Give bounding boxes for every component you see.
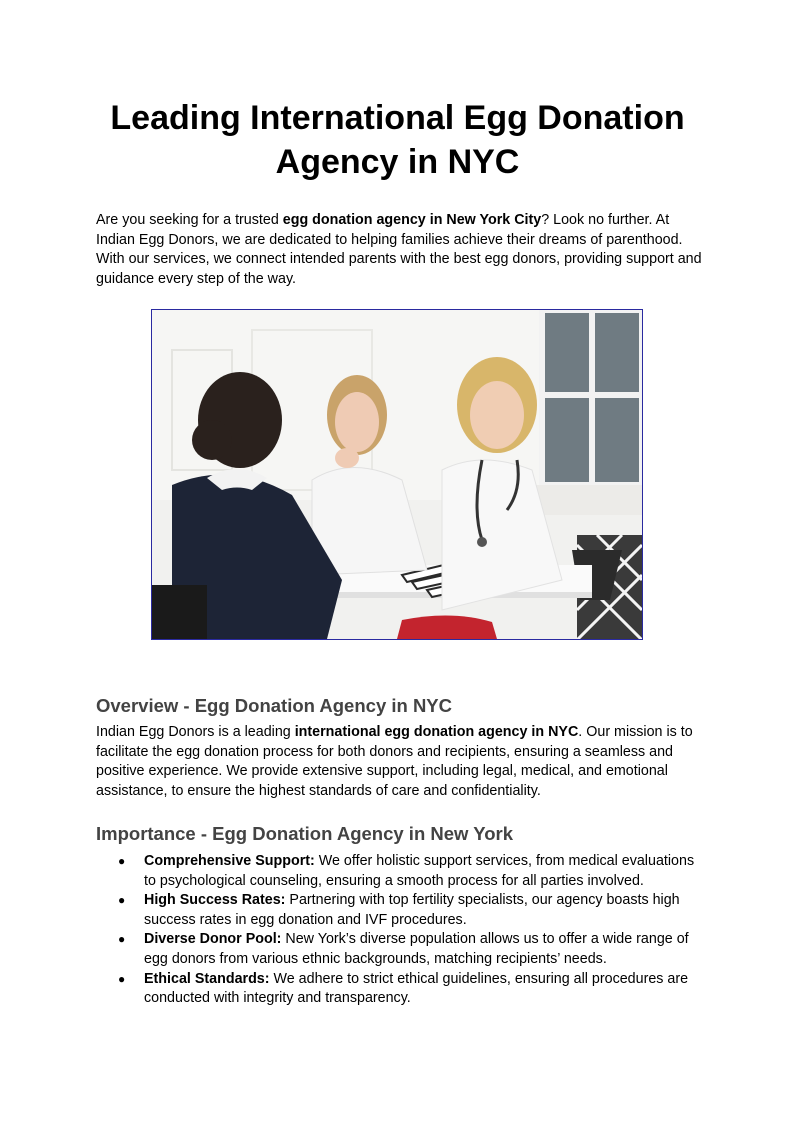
list-item-text: We adhere to strict ethical guidelines, ensuring all procedures are conducted with integrity and transparency. — [144, 970, 689, 1007]
importance-heading: Importance - Egg Donation Agency in New York — [96, 823, 513, 844]
intro-text-2: ? Look no further. At Indian Egg Donors, we are dedicated to helping families achieve their dreams of parenthood. With our services, we connect intended parents with the best egg donors, providing support and guidance every step of the way. — [96, 212, 702, 287]
list-item — [96, 852, 706, 891]
list-item-label: Comprehensive Support: — [144, 853, 315, 869]
list-item-text: We offer holistic support services, from medical evaluations to psychological counseling, ensuring a smooth process for all parties involved. — [144, 853, 695, 889]
list-item — [96, 891, 706, 930]
overview-heading: Overview - Egg Donation Agency in NYC — [96, 695, 453, 716]
list-item-label: High Success Rates: — [144, 892, 286, 909]
intro-paragraph — [96, 211, 706, 289]
importance-list — [96, 852, 706, 1009]
bullet-icon: ● — [118, 971, 126, 986]
list-item-text: Partnering with top fertility specialists, our agency boasts high success rates in egg donation and IVF procedures. — [144, 892, 680, 928]
consultation-photo — [151, 309, 643, 640]
list-item-label: Ethical Standards: — [144, 970, 270, 987]
overview-paragraph — [96, 723, 706, 801]
intro-bold: egg donation agency in New York City — [282, 212, 542, 228]
overview-text-1: Indian Egg Donors is a leading — [96, 724, 295, 740]
list-item-label: Diverse Donor Pool: — [144, 931, 282, 948]
page-title: Leading International Egg Donation Agency in NYC — [110, 99, 685, 181]
list-item — [96, 930, 706, 969]
bullet-icon: ● — [118, 893, 126, 908]
overview-bold: international egg donation agency in NYC — [294, 724, 579, 740]
overview-text-2: . Our mission is to facilitate the egg donation process for both donors and recipients, ensuring a seamless and positive experience. We provide extensive support, including legal, medical, and emotional assistance, to ensure the highest standards of care and confidentiality. — [96, 724, 693, 799]
bullet-icon: ● — [118, 854, 126, 868]
list-item-text: New York’s diverse population allows us to offer a wide range of egg donors from various ethnic backgrounds, matching recipients’ needs. — [144, 931, 689, 967]
bullet-icon: ● — [118, 932, 126, 947]
list-item — [96, 970, 706, 1009]
intro-text-1: Are you seeking for a trusted — [96, 212, 283, 228]
